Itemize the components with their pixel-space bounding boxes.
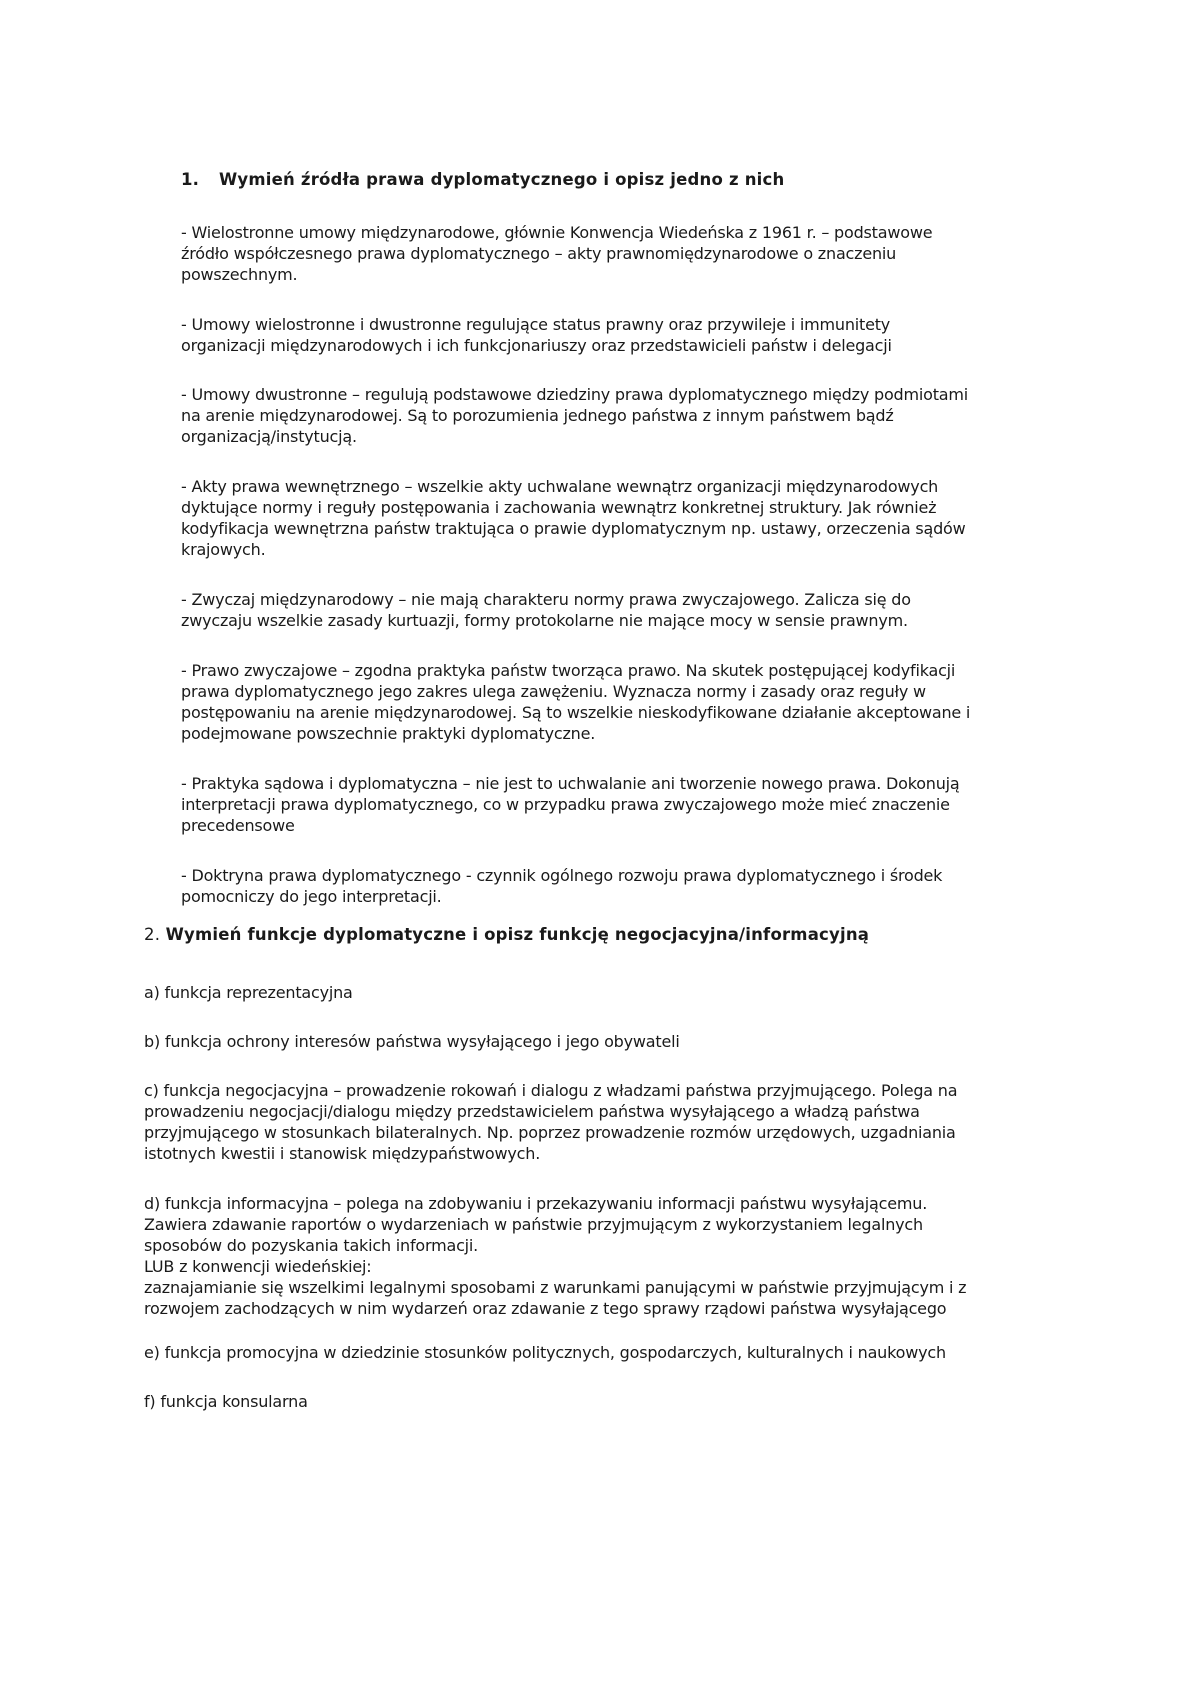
list-item: c) funkcja negocjacyjna – prowadzenie rokowań i dialogu z władzami państwa przyjmującego. Polega na prowadzeniu negocjacji/dialogu między przedstawicielem państwa wysyłającego a władzą państwa przyjmującego w stosunkach bilateralnych. Np. poprzez prowadzenie rozmów urzędowych, uzgadniania istotnych kwestii i stanowisk międzypaństwowych. (144, 1081, 958, 1163)
list-item: d) funkcja informacyjna – polega na zdobywaniu i przekazywaniu informacji państwu wysyłającemu. Zawiera zdawanie raportów o wydarzeniach w państwie przyjmującym z wykorzystaniem legalnych sposobów do pozyskania takich informacji. LUB z konwencji wiedeńskiej: zaznajamianie się wszelkimi legalnymi sposobami z warunkami panującymi w państwie przyjmującym i z rozwojem zachodzących w nim wydarzeń oraz zdawanie z tego sprawy rządowi państwa wysyłającego (144, 1194, 967, 1318)
paragraph: - Umowy wielostronne i dwustronne regulujące status prawny oraz przywileje i immunitety organizacji międzynarodowych i ich funkcjonariuszy oraz przedstawicieli państw i delegacji (181, 315, 892, 355)
list-item: e) funkcja promocyjna w dziedzinie stosunków politycznych, gospodarczych, kulturalnych i naukowych (144, 1343, 946, 1362)
paragraph: - Akty prawa wewnętrznego – wszelkie akty uchwalane wewnątrz organizacji międzynarodowych dyktujące normy i reguły postępowania i zachowania wewnątrz konkretnej struktury. Jak również kodyfikacja wewnętrzna państw traktująca o prawie dyplomatycznym np. ustawy, orzeczenia sądów krajowych. (181, 477, 966, 559)
list-item: b) funkcja ochrony interesów państwa wysyłającego i jego obywateli (144, 1032, 680, 1051)
paragraph: - Zwyczaj międzynarodowy – nie mają charakteru normy prawa zwyczajowego. Zalicza się do zwyczaju wszelkie zasady kurtuazji, formy protokolarne nie mające mocy w sensie prawnym. (181, 590, 911, 630)
question-2-title: Wymień funkcje dyplomatyczne i opisz funkcję negocjacyjna/informacyjną (165, 925, 870, 944)
paragraph: - Umowy dwustronne – regulują podstawowe dziedziny prawa dyplomatycznego między podmiotami na arenie międzynarodowej. Są to porozumienia jednego państwa z innym państwem bądź organizacją/instytucją. (181, 385, 969, 446)
paragraph: - Doktryna prawa dyplomatycznego - czynnik ogólnego rozwoju prawa dyplomatycznego i środek pomocniczy do jego interpretacji. (181, 866, 943, 906)
question-2-heading (144, 925, 869, 944)
question-1-heading (181, 170, 784, 189)
paragraph: - Praktyka sądowa i dyplomatyczna – nie jest to uchwalanie ani tworzenie nowego prawa. Dokonują interpretacji prawa dyplomatycznego, co w przypadku prawa zwyczajowego może mieć znaczenie precedensowe (181, 774, 960, 835)
paragraph: - Wielostronne umowy międzynarodowe, głównie Konwencja Wiedeńska z 1961 r. – podstawowe źródło współczesnego prawa dyplomatycznego – akty prawnomiędzynarodowe o znaczeniu powszechnym. (181, 223, 933, 284)
list-item: a) funkcja reprezentacyjna (144, 983, 353, 1002)
paragraph: - Prawo zwyczajowe – zgodna praktyka państw tworząca prawo. Na skutek postępującej kodyfikacji prawa dyplomatycznego jego zakres ulega zawężeniu. Wyznacza normy i zasady oraz reguły w postępowaniu na arenie międzynarodowej. Są to wszelkie nieskodyfikowane działanie akceptowane i podejmowane powszechnie praktyki dyplomatyczne. (181, 661, 971, 743)
question-1-number: 1. (181, 170, 200, 189)
question-2-number: 2. (144, 925, 161, 944)
list-item: f) funkcja konsularna (144, 1392, 308, 1411)
question-1-title: Wymień źródła prawa dyplomatycznego i opisz jedno z nich (219, 170, 785, 189)
